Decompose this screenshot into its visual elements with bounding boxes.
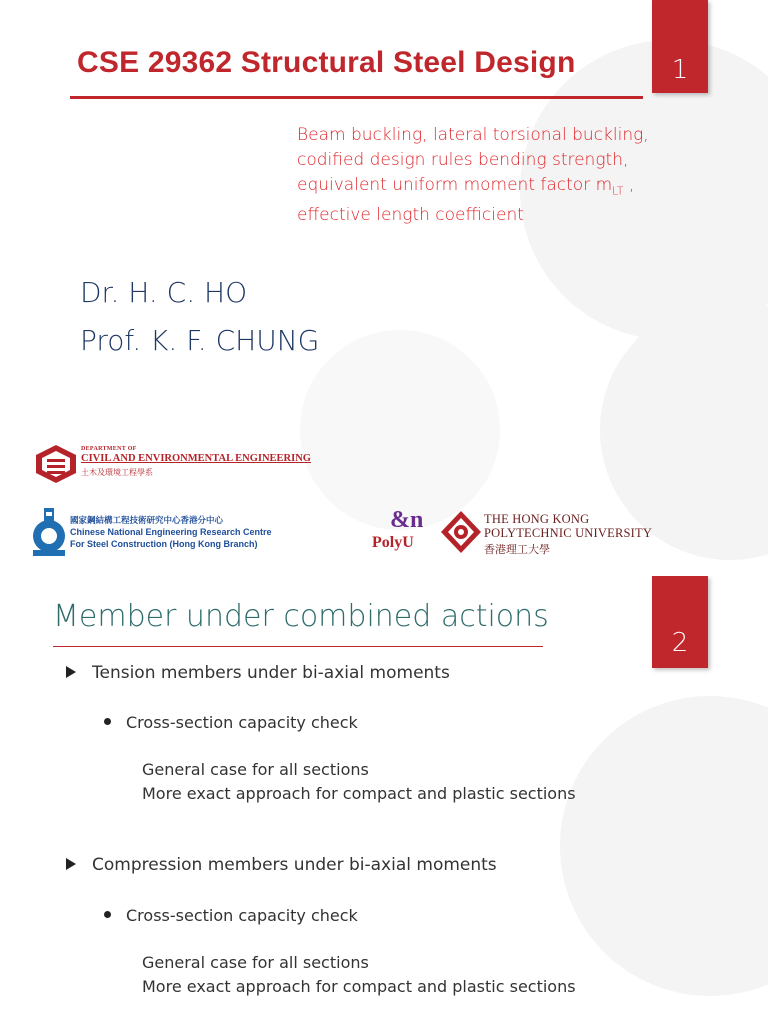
bullet-level1 (66, 855, 497, 875)
bullet-text: Cross-section capacity check (126, 713, 358, 732)
university-name-chinese: 香港理工大學 (484, 543, 550, 556)
background-circle (560, 696, 768, 996)
polyu-logo (370, 508, 430, 558)
bullet-level3: General case for all sections (142, 760, 369, 779)
bullet-text: Cross-section capacity check (126, 906, 358, 925)
slide-subtitle (297, 123, 747, 228)
bullet-level1 (66, 663, 450, 683)
university-emblem-icon (440, 510, 482, 554)
slide-title: CSE 29362 Structural Steel Design (77, 46, 576, 79)
triangle-bullet-icon (66, 858, 76, 870)
dept-name-chinese: 土木及環境工程學系 (81, 468, 153, 477)
slide-number-badge: 1 (652, 0, 708, 93)
author-name: Dr. H. C. HO (80, 276, 248, 309)
slide-number-badge: 2 (652, 576, 708, 668)
bullet-level2 (104, 906, 358, 925)
subtitle-text: , (623, 175, 635, 195)
dot-bullet-icon (104, 718, 111, 725)
slide-2 (0, 576, 768, 1024)
triangle-bullet-icon (66, 666, 76, 678)
title-underline (53, 646, 543, 647)
bullet-level2 (104, 713, 358, 732)
polyu-mark: &n (390, 507, 424, 533)
bullet-text: Compression members under bi-axial moments (92, 855, 497, 875)
subtitle-line: Beam buckling, lateral torsional buckling, (297, 125, 649, 145)
bullet-text: Tension members under bi-axial moments (92, 663, 450, 683)
polyu-wordmark: PolyU (372, 534, 414, 551)
subscript-lt: LT (612, 184, 624, 198)
centre-name-branch: For Steel Construction (Hong Kong Branch) (70, 539, 258, 549)
background-circle (300, 330, 500, 533)
university-name-line1: THE HONG KONG (484, 512, 590, 526)
subtitle-line: codified design rules bending strength, (297, 150, 629, 170)
university-name-line2: POLYTECHNIC UNIVERSITY (484, 526, 653, 540)
dept-emblem-icon (34, 443, 78, 485)
title-underline (70, 96, 643, 99)
dept-cee-logo (34, 443, 311, 485)
slide-title: Member under combined actions (53, 599, 549, 634)
subtitle-text: equivalent uniform moment factor m (297, 175, 613, 195)
centre-name-english: Chinese National Engineering Research Centre (70, 527, 272, 537)
bullet-level3: More exact approach for compact and plastic sections (142, 977, 576, 996)
bullet-level3: More exact approach for compact and plastic sections (142, 784, 576, 803)
dot-bullet-icon (104, 911, 111, 918)
subtitle-line (297, 173, 747, 203)
research-centre-logo (30, 506, 280, 562)
dept-name: CIVIL AND ENVIRONMENTAL ENGINEERING (81, 453, 311, 464)
university-logo (440, 510, 670, 558)
dept-label: DEPARTMENT OF (81, 446, 137, 452)
subtitle-line: effective length coefficient (297, 205, 524, 226)
centre-name-chinese: 國家鋼結構工程技術研究中心香港分中心 (70, 516, 224, 526)
author-name: Prof. K. F. CHUNG (80, 324, 320, 357)
steel-centre-emblem-icon (30, 506, 68, 562)
bullet-level3: General case for all sections (142, 953, 369, 972)
